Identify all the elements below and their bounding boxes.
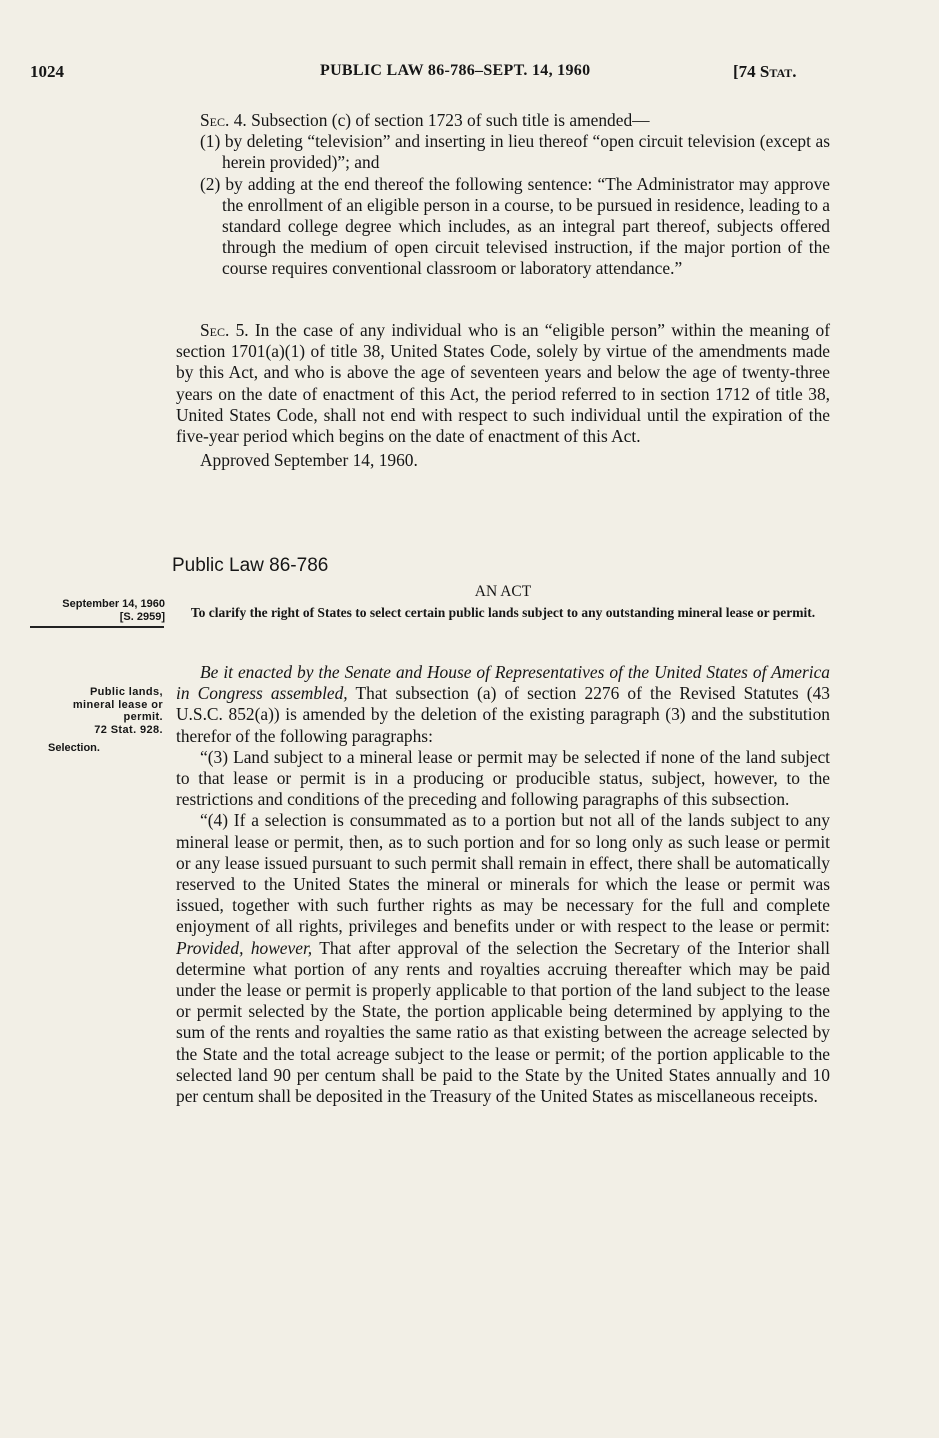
section-4-lead: Sec. 4. [200,110,247,130]
margin-rule [30,626,164,628]
statute-volume: [74 Stat. [733,62,797,81]
paragraph-4: “(4) If a selection is consummated as to a portion but not all of the lands subject to any mineral lease or permit, then, as to such portion and for so long only as such lease or permit or any lease issued pursuant to such permit shall remain in effect, there shall be automatically reserved to the United States the mineral or minerals for which the lease or permit was issued, together with such further rights as may be necessary for the full and complete enjoyment of all rights, privileges and benefits under or with respect to the lease or permit: Provided, however, That after approval of the selection the Secretary of the Interior shall determine what portion of any rents and royalties accruing thereafter which may be paid under the lease or permit is properly applicable to that portion of the land subject to the lease or permit selected by the State, the portion applicable being determined by applying to the sum of the rents and royalties the same ratio as that existing between the acreage selected by the State and the total acreage subject to the lease or permit; of the portion applicable to the selected land 90 per centum shall be paid to the State by the United States annually and 10 per centum shall be deposited in the Treasury of the United States as miscellaneous receipts. [176,810,830,1107]
act-purpose: To clarify the right of States to select certain public lands subject to any outstanding mineral lease or permit. [190,605,816,620]
section-4 [176,110,830,280]
header-title: PUBLIC LAW 86-786–SEPT. 14, 1960 [320,62,591,79]
section-4-item-2: (2) by adding at the end thereof the following sentence: “The Administrator may approve the enrollment of an eligible person in a course, to be pursued in residence, leading to a standard college degree which includes, as an integral part thereof, subjects offered through the medium of open circuit televised instruction, if the major portion of the course requires conventional classroom or laboratory attendance.” [200,173,830,279]
section-5-lead: Sec. 5. [200,320,249,340]
margin-topic: Public lands, mineral lease or permit. 72 Stat. 928. [72,686,163,736]
section-5 [176,320,830,471]
paragraph-3: “(3) Land subject to a mineral lease or permit may be selected if none of the land subject to that lease or permit is in a producing or producible status, subject, however, to the restrictions and conditions of the preceding and following paragraphs of this subsection. [176,746,830,810]
running-header [0,62,939,86]
margin-date: September 14, 1960 [S. 2959] [62,598,165,623]
public-law-title: Public Law 86-786 [172,555,329,576]
enacting-clause [176,662,830,1107]
approval-date: Approved September 14, 1960. [200,450,418,471]
act-heading: AN ACT [474,583,532,600]
proviso: Provided, however, [176,937,313,958]
section-5-text: Sec. 5. In the case of any individual who is an “eligible person” within the meaning of section 1701(a)(1) of title 38, United States Code, solely by virtue of the amendments made by this Act, and who is above the age of seventeen years and below the age of twenty-three years on the date of enactment of this Act, the period referred to in section 1712 of title 38, United States Code, shall not end with respect to such individual until the expiration of the five-year period which begins on the date of enactment of this Act. [176,320,830,447]
margin-selection: Selection. [48,742,100,754]
page-number: 1024 [30,62,64,81]
section-4-intro: Sec. 4. Subsection (c) of section 1723 of such title is amended— [200,110,650,130]
enacting-formula: Be it enacted by the Senate and House of Representatives of the United States of America in Congress assembled, [176,662,830,704]
enacting-text: That subsection (a) of section 2276 of the Revised Statutes (43 U.S.C. 852(a)) is amended by the deletion of the existing paragraph (3) and the substitution therefor of the following paragraphs: [176,683,830,746]
section-4-item-1: (1) by deleting “television” and inserting in lieu thereof “open circuit television (except as herein provided)”; and [200,131,830,173]
